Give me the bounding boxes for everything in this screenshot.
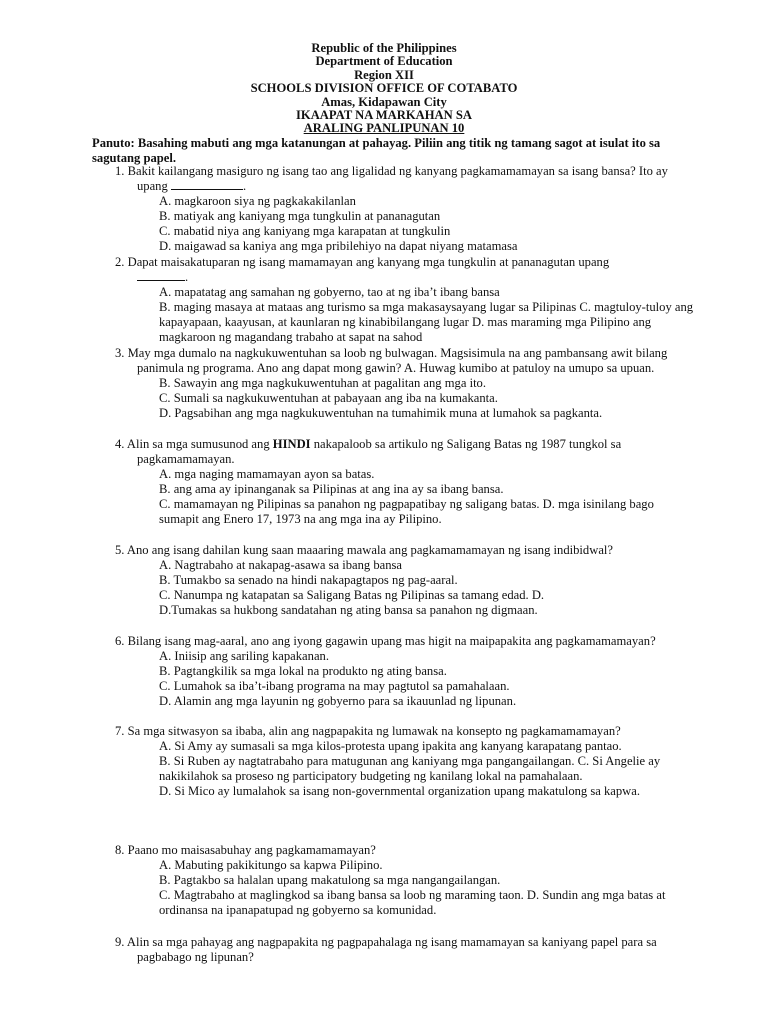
question-stem: 3. May mga dumalo na nagkukuwentuhan sa loob ng bulwagan. Magsisimula na ang pambansang awit bilang panimula ng programa. Ano ang dapat mong gawin? A. Huwag kumibo at patuloy na umupo sa upuan. [115,346,668,375]
question-3 [115,346,695,421]
question-2 [115,255,695,344]
header-subject: ARALING PANLIPUNAN 10 [303,121,465,136]
question-stem: 7. Sa mga sitwasyon sa ibaba, alin ang nagpapakita ng lumawak na konsepto ng pagkamamamayan? [115,724,621,738]
option-c-d: C. Magtrabaho at maglingkod sa ibang bansa sa loob ng maraming taon. D. Sundin ang mga batas at ordinansa na ipanapatupad ng gobyerno sa komunidad. [159,887,666,917]
emphasis-hindi: HINDI [272,437,311,451]
question-options [159,285,695,345]
header-quarter: IKAAPAT NA MARKAHAN SA [296,108,472,123]
question-1 [115,164,695,253]
option-c: C. Sumali sa nagkukuwentuhan at pabayaan ang iba na kumakanta. [159,390,498,405]
option-a: A. magkaroon siya ng pagkakakilanlan [159,193,356,208]
option-b: B. Tumakbo sa senado na hindi nakapagtapos ng pag-aaral. [159,572,458,587]
question-stem: 4. Alin sa mga sumusunod ang HINDI nakapaloob sa artikulo ng Saligang Batas ng 1987 tungkol sa pagkamamamayan. [115,437,622,466]
header-region: Region XII [354,67,414,82]
question-options [159,649,695,709]
header-address: Amas, Kidapawan City [321,94,447,109]
option-a: A. Si Amy ay sumasali sa mga kilos-protesta upang ipakita ang kanyang karapatang pantao. [159,738,622,753]
option-a: A. Mabuting pakikitungo sa kapwa Pilipino. [159,857,383,872]
question-stem: 5. Ano ang isang dahilan kung saan maaaring mawala ang pagkamamamayan ng isang indibidwal? [115,543,614,557]
question-stem: 8. Paano mo maisasabuhay ang pagkamamamayan? [115,843,376,857]
option-d: D. Si Mico ay lumalahok sa isang non-governmental organization upang makatulong sa kapwa. [159,783,641,798]
question-stem: 1. Bakit kailangang masiguro ng isang tao ang ligalidad ng kanyang pagkamamamayan sa isang bansa? Ito ay upang . [115,164,668,193]
option-d: D. Pagsabihan ang mga nagkukuwentuhan na tumahimik muna at lumahok sa pagkanta. [159,405,603,420]
question-8 [115,843,695,918]
option-b: B. Pagtangkilik sa mga lokal na produkto ng ating bansa. [159,663,447,678]
option-d: D.Tumakas sa hukbong sandatahan ng ating bansa sa panahon ng digmaan. [159,602,538,617]
option-a: A. mapatatag ang samahan ng gobyerno, tao at ng iba’t ibang bansa [159,284,500,299]
option-c: C. mabatid niya ang kaniyang mga karapatan at tungkulin [159,223,451,238]
answer-blank [171,179,243,190]
question-6 [115,634,695,709]
question-options [159,194,695,254]
question-options [159,558,695,618]
option-c-d: C. mamamayan ng Pilipinas sa panahon ng pagpapatibay ng saligang batas. D. mga isinilang bago sumapit ang Enero 17, 1973 na ang mga ina ay Pilipino. [159,496,654,526]
option-a: A. mga naging mamamayan ayon sa batas. [159,466,375,481]
question-stem: 2. Dapat maisakatuparan ng isang mamamayan ang kanyang mga tungkulin at pananagutan upang . [115,255,610,284]
question-options [159,467,695,527]
question-stem: 9. Alin sa mga pahayag ang nagpapakita ng pagpapahalaga ng isang mamamayan sa kaniyang papel para sa pagbabago ng lipunan? [115,935,657,964]
option-d: D. Alamin ang mga layunin ng gobyerno para sa ikauunlad ng lipunan. [159,693,517,708]
option-b: B. ang ama ay ipinanganak sa Pilipinas at ang ina ay sa ibang bansa. [159,481,504,496]
header-department: Department of Education [315,54,453,69]
directions: Panuto: Basahing mabuti ang mga katanungan at pahayag. Piliin ang titik ng tamang sagot at isulat ito sa sagutang papel. [92,136,661,165]
header-division: SCHOOLS DIVISION OFFICE OF COTABATO [250,81,518,96]
option-b-c: B. Si Ruben ay nagtatrabaho para matugunan ang kaniyang mga pangangailangan. C. Si Angelie ay nakikilahok sa proseso ng participatory budgeting ng kanilang lokal na pamahalaan. [159,753,661,783]
question-7 [115,724,695,799]
document-header [0,42,768,136]
question-stem: 6. Bilang isang mag-aaral, ano ang iyong gagawin upang mas higit na maipapakita ang pagkamamamayan? [115,634,656,648]
question-4 [115,437,695,526]
question-5 [115,543,695,618]
option-a: A. Nagtrabaho at nakapag-asawa sa ibang bansa [159,557,403,572]
header-republic: Republic of the Philippines [311,41,457,55]
question-options [159,858,695,918]
option-d: D. maigawad sa kaniya ang mga pribilehiyo na dapat niyang matamasa [159,238,518,253]
option-c: C. Lumahok sa iba’t-ibang programa na may pagtutol sa pamahalaan. [159,678,510,693]
question-options [159,376,695,421]
option-a: A. Iniisip ang sariling kapakanan. [159,648,329,663]
option-b-c-d: B. maging masaya at mataas ang turismo sa mga makasaysayang lugar sa Pilipinas C. magtuloy-tuloy ang kapayapaan, kaayusan, at kaunlaran ng kinabibilangang lugar D. mas maraming mga Pilipino ang magkaroon ng magandang trabaho at sapat na sahod [159,299,694,344]
question-options [159,739,695,799]
answer-blank [137,270,185,281]
option-b: B. Sawayin ang mga nagkukuwentuhan at pagalitan ang mga ito. [159,375,487,390]
question-9 [115,935,695,965]
option-b: B. matiyak ang kaniyang mga tungkulin at pananagutan [159,208,441,223]
option-b: B. Pagtakbo sa halalan upang makatulong sa mga nangangailangan. [159,872,501,887]
option-c: C. Nanumpa ng katapatan sa Saligang Batas ng Pilipinas sa tamang edad. D. [159,587,545,602]
